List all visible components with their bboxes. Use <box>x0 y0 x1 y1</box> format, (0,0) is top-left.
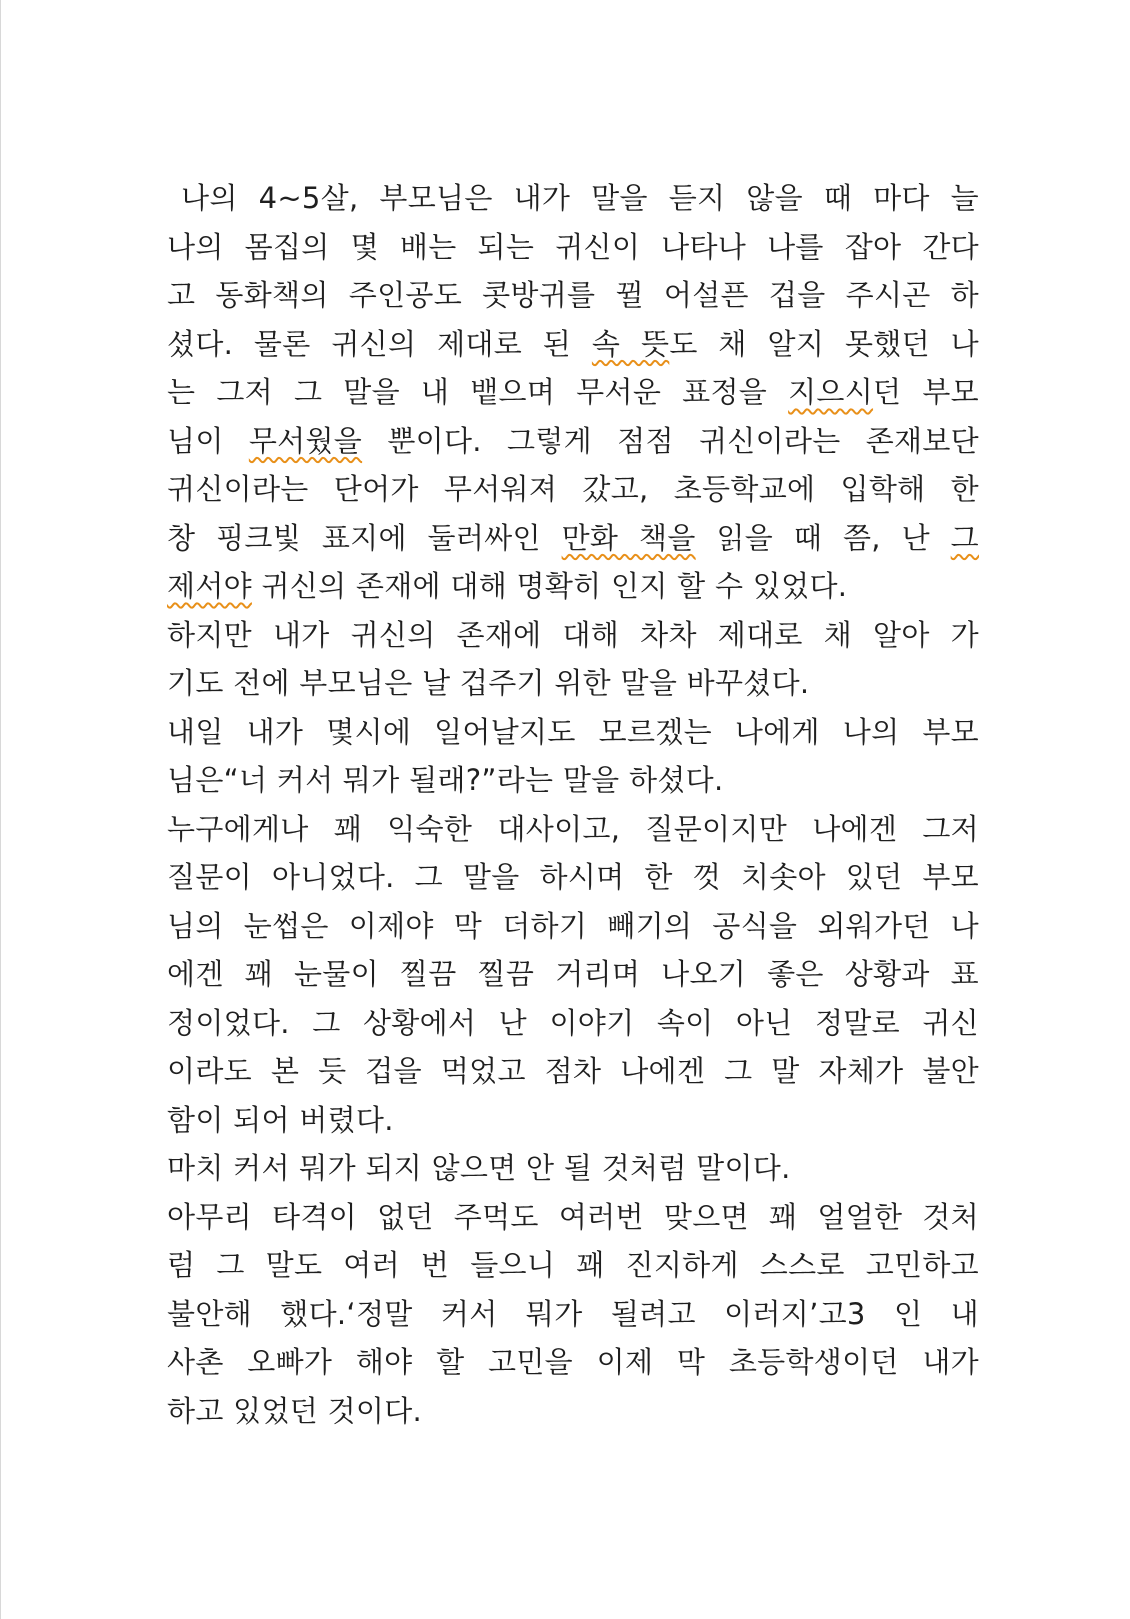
text-line: 님의 눈썹은 이제야 막 더하기 빼기의 공식을 외워가던 나 <box>167 908 979 943</box>
text-segment: 던 부모 <box>873 375 979 409</box>
text-segment: 도 채 알지 못했던 나 <box>669 326 979 361</box>
text-line: 님은“너 커서 뭐가 될래?”라는 말을 하셨다. <box>167 763 724 797</box>
page-edge <box>0 0 1 1619</box>
text-line: 누구에게나 꽤 익숙한 대사이고, 질문이지만 나에겐 그저 <box>167 811 979 846</box>
text-line <box>167 368 979 417</box>
text-line: 이라도 본 듯 겁을 먹었고 점차 나에겐 그 말 자체가 불안 <box>167 1054 979 1088</box>
text-line <box>167 514 979 563</box>
text-segment: 귀신의 존재에 대해 명확히 인지 할 수 있었다. <box>251 569 848 603</box>
text-line: 내일 내가 몇시에 일어날지도 모르겠는 나에게 나의 부모 <box>167 714 979 749</box>
text-line <box>167 417 979 466</box>
spellcheck-flagged-word: 그 <box>950 520 979 555</box>
text-line: 아무리 타격이 없던 주먹도 여러번 맞으면 꽤 얼얼한 것처 <box>167 1199 979 1234</box>
text-line: 나의 몸집의 몇 배는 되는 귀신이 나타나 나를 잡아 간다 <box>167 229 979 264</box>
text-segment: 창 핑크빛 표지에 둘러싸인 <box>167 520 562 555</box>
text-line: 사촌 오빠가 해야 할 고민을 이제 막 초등학생이던 내가 <box>167 1345 979 1379</box>
text-segment: 읽을 때 쯤, 난 <box>695 520 951 555</box>
text-segment: 뿐이다. 그렇게 점점 귀신이라는 존재보단 <box>362 423 979 458</box>
text-line: 고 동화책의 주인공도 콧방귀를 뀔 어설픈 겁을 주시곤 하 <box>167 278 979 312</box>
text-line <box>167 562 979 611</box>
text-line: 정이었다. 그 상황에서 난 이야기 속이 아닌 정말로 귀신 <box>167 1005 979 1040</box>
text-line: 마치 커서 뭐가 되지 않으면 안 될 것처럼 말이다. <box>167 1151 791 1185</box>
text-line: 불안해 했다.‘정말 커서 뭐가 될려고 이러지’고3 인 내 <box>167 1296 979 1331</box>
text-segment: 셨다. 물론 귀신의 제대로 된 <box>167 326 592 361</box>
text-segment: 는 그저 그 말을 내 뱉으며 무서운 표정을 <box>167 375 789 409</box>
text-line: 함이 되어 버렸다. <box>167 1102 394 1137</box>
spellcheck-flagged-word: 지으시 <box>788 375 874 409</box>
text-line <box>167 320 979 369</box>
spellcheck-flagged-word: 제서야 <box>167 569 252 603</box>
text-line: 하지만 내가 귀신의 존재에 대해 차차 제대로 채 알아 가 <box>167 617 979 652</box>
spellcheck-flagged-word: 속 뜻 <box>591 326 670 361</box>
spellcheck-flagged-word: 만화 책을 <box>561 520 696 555</box>
document-body[interactable] <box>167 174 979 1435</box>
text-line: 에겐 꽤 눈물이 찔끔 찔끔 거리며 나오기 좋은 상황과 표 <box>167 957 979 991</box>
text-line: 나의 4~5살, 부모님은 내가 말을 듣지 않을 때 마다 늘 <box>181 181 979 215</box>
spellcheck-flagged-word: 무서웠을 <box>248 423 363 458</box>
text-segment: 님이 <box>167 423 249 458</box>
text-line: 질문이 아니었다. 그 말을 하시며 한 껏 치솟아 있던 부모 <box>167 860 979 894</box>
text-line: 럼 그 말도 여러 번 들으니 꽤 진지하게 스스로 고민하고 <box>167 1248 979 1282</box>
text-line: 하고 있었던 것이다. <box>167 1393 423 1428</box>
text-line: 귀신이라는 단어가 무서워져 갔고, 초등학교에 입학해 한 <box>167 472 979 506</box>
text-line: 기도 전에 부모님은 날 겁주기 위한 말을 바꾸셨다. <box>167 666 810 700</box>
